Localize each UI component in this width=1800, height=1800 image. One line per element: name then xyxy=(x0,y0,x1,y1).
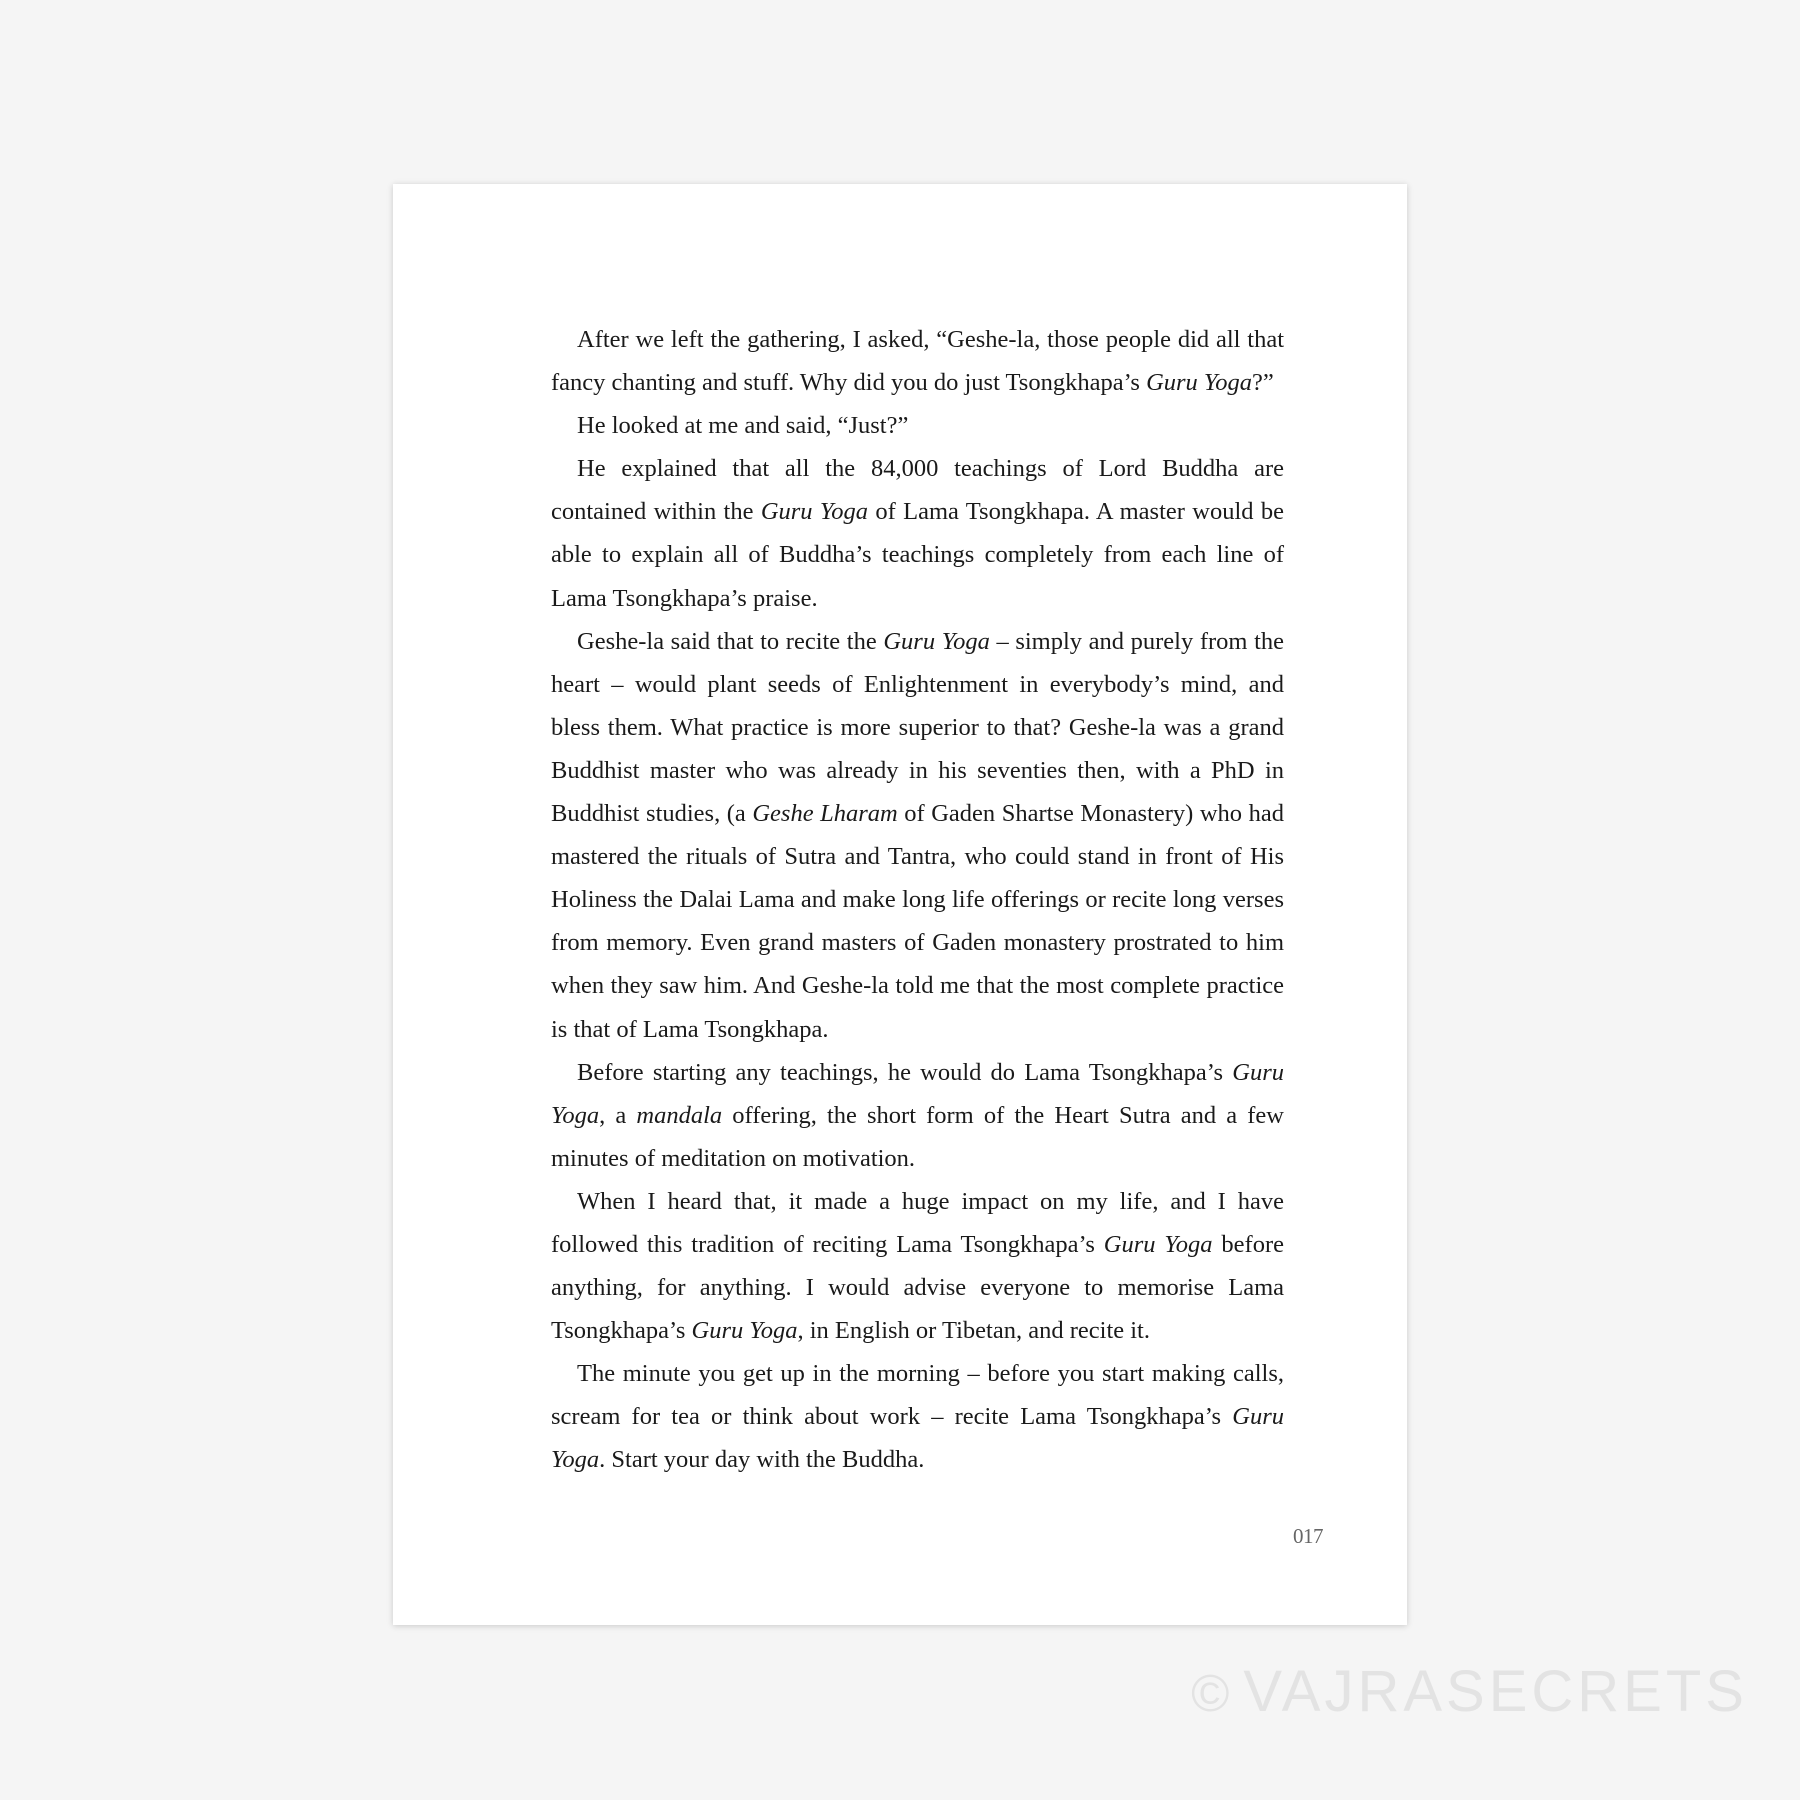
text-run: Geshe-la said that to recite the xyxy=(577,627,884,655)
italic-run: Guru Yoga xyxy=(551,1403,1284,1474)
text-run: – simply and purely from the heart – would plant seeds of Enlightenment in everybody’s mind, and bless them. What practice is more superior to that? Geshe-la was a grand Buddhist master who was already in his seventies then, with a PhD in Buddhist studies, (a xyxy=(551,627,1285,828)
italic-run: Guru Yoga xyxy=(760,498,869,526)
watermark xyxy=(1191,1658,1748,1725)
italic-run: Guru Yoga xyxy=(1146,369,1253,397)
paragraph xyxy=(551,1180,1284,1352)
text-run: before anything, for anything. I would advise everyone to memorise Lama Tsongkhapa’s xyxy=(551,1230,1284,1345)
paragraph xyxy=(551,318,1284,404)
copyright-icon: © xyxy=(1191,1665,1234,1723)
text-run: After we left the gathering, I asked, “Geshe-la, those people did all that fancy chanting and stuff. Why did you do just Tsongkhapa’s xyxy=(551,326,1284,397)
italic-run: Guru Yoga xyxy=(883,627,990,655)
text-run: Before starting any teachings, he would do Lama Tsongkhapa’s xyxy=(577,1058,1233,1086)
text-run: He looked at me and said, “Just?” xyxy=(577,412,909,440)
italic-run: Geshe Lharam xyxy=(752,800,898,828)
paragraph xyxy=(551,1352,1284,1481)
text-run: offering, the short form of the Heart Sutra and a few minutes of meditation on motivation. xyxy=(551,1101,1284,1172)
text-run: ?” xyxy=(1252,369,1274,397)
text-run: He explained that all the 84,000 teachings of Lord Buddha are contained within the xyxy=(551,455,1284,526)
text-run: of Lama Tsongkhapa. A master would be able to explain all of Buddha’s teachings completely from each line of Lama Tsongkhapa’s praise. xyxy=(551,498,1284,612)
paragraph xyxy=(551,1051,1284,1180)
italic-run: Guru Yoga xyxy=(691,1317,798,1345)
italic-run: mandala xyxy=(636,1101,723,1129)
italic-run: Guru Yoga xyxy=(551,1058,1284,1129)
text-run: , in English or Tibetan, and recite it. xyxy=(797,1317,1150,1345)
text-run: When I heard that, it made a huge impact on my life, and I have followed this tradition of reciting Lama Tsongkhapa’s xyxy=(551,1187,1284,1258)
text-run: . Start your day with the Buddha. xyxy=(599,1446,925,1474)
text-run: , a xyxy=(599,1101,637,1129)
paragraph xyxy=(551,620,1284,1051)
body-text xyxy=(551,318,1284,1482)
italic-run: Guru Yoga xyxy=(1103,1230,1213,1258)
paragraph xyxy=(551,404,1284,447)
book-page xyxy=(393,184,1407,1625)
text-run: The minute you get up in the morning – before you start making calls, scream for tea or think about work – recite Lama Tsongkhapa’s xyxy=(551,1360,1284,1431)
watermark-text: VAJRASECRETS xyxy=(1243,1659,1748,1724)
paragraph xyxy=(551,447,1284,619)
page-number: 017 xyxy=(1293,1524,1323,1548)
text-run: of Gaden Shartse Monastery) who had mastered the rituals of Sutra and Tantra, who could stand in front of His Holiness the Dalai Lama and make long life offerings or recite long verses from memory. Even grand masters of Gaden monastery prostrated to him when they saw him. And Geshe-la told me that the most complete practice is that of Lama Tsongkhapa. xyxy=(551,800,1284,1043)
